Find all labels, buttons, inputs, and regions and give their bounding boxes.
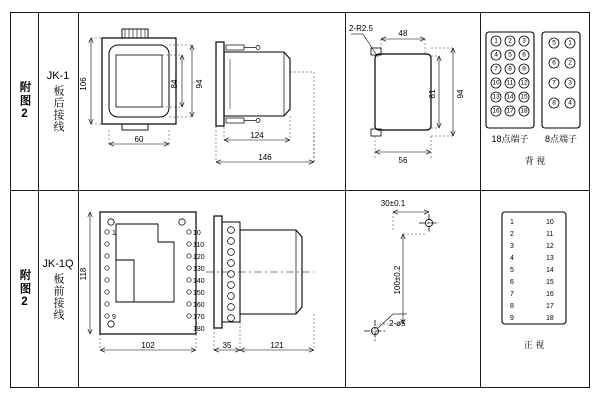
svg-text:7: 7 (510, 291, 514, 298)
dim-48: 48 (398, 29, 408, 38)
svg-text:140: 140 (193, 278, 205, 285)
svg-text:14: 14 (506, 93, 514, 101)
svg-text:3: 3 (568, 79, 572, 87)
model-desc-row1: 板后接线 (52, 85, 64, 133)
svg-text:9: 9 (522, 65, 526, 73)
svg-text:4: 4 (494, 51, 498, 59)
dim-100tol: 100±0.2 (393, 265, 402, 295)
dim-35: 35 (222, 341, 232, 350)
svg-text:17: 17 (506, 107, 514, 115)
dim-118: 118 (79, 267, 88, 281)
svg-text:150: 150 (193, 290, 205, 297)
svg-text:3: 3 (522, 37, 526, 45)
svg-text:15: 15 (546, 279, 554, 286)
svg-text:8: 8 (510, 303, 514, 310)
svg-text:12: 12 (546, 243, 554, 250)
figure-label-row2 (10, 190, 38, 388)
terminal-group-18 (491, 36, 529, 116)
dim-106: 106 (79, 77, 88, 91)
dim-94b: 94 (456, 89, 465, 99)
dim-60: 60 (134, 135, 144, 144)
svg-text:4: 4 (568, 99, 572, 107)
svg-text:110: 110 (193, 242, 205, 249)
svg-text:4: 4 (510, 255, 514, 262)
terminal-group-8 (549, 38, 575, 108)
dim-56: 56 (398, 156, 408, 165)
svg-text:1: 1 (510, 219, 514, 226)
svg-text:2: 2 (568, 59, 572, 67)
svg-text:14: 14 (546, 267, 554, 274)
dim-121: 121 (270, 341, 284, 350)
row1-terminal-layout (480, 12, 590, 190)
svg-text:1: 1 (568, 39, 572, 47)
dim-124: 124 (250, 131, 264, 140)
caption-8-terminal: 8点端子 (544, 134, 578, 144)
svg-text:6: 6 (510, 279, 514, 286)
svg-text:2: 2 (508, 37, 512, 45)
svg-text:7: 7 (494, 65, 498, 73)
row2-panel-cutout (345, 190, 480, 388)
svg-text:10: 10 (193, 230, 201, 237)
svg-text:180: 180 (193, 326, 205, 333)
svg-text:13: 13 (492, 93, 500, 101)
row2-outline-drawing (78, 190, 345, 388)
caption-rear-view: 背 视 (524, 156, 546, 166)
svg-text:5: 5 (552, 39, 556, 47)
svg-text:12: 12 (520, 79, 528, 87)
model-cell-row1 (38, 12, 78, 190)
svg-text:15: 15 (520, 93, 528, 101)
svg-text:160: 160 (193, 302, 205, 309)
svg-text:11: 11 (546, 231, 554, 238)
svg-text:13: 13 (546, 255, 554, 262)
svg-text:11: 11 (506, 79, 514, 87)
svg-text:130: 130 (193, 266, 205, 273)
svg-text:9: 9 (510, 315, 514, 322)
dim-146: 146 (258, 153, 272, 162)
svg-text:18: 18 (546, 315, 554, 322)
model-desc-row2: 板前接线 (52, 273, 64, 321)
dim-2phi5: 2-ø5 (389, 319, 406, 328)
svg-text:170: 170 (193, 314, 205, 321)
figure-label-row1-text: 附图2 (18, 80, 31, 122)
model-name-row2: JK-1Q (42, 258, 74, 270)
model-name-row1: JK-1 (46, 70, 70, 82)
svg-text:6: 6 (552, 59, 556, 67)
svg-text:5: 5 (508, 51, 512, 59)
svg-text:18: 18 (520, 107, 528, 115)
svg-text:8: 8 (552, 99, 556, 107)
svg-text:5: 5 (510, 267, 514, 274)
svg-text:120: 120 (193, 254, 205, 261)
caption-18-terminal: 18点端子 (491, 134, 529, 144)
svg-text:6: 6 (522, 51, 526, 59)
figure-label-row1 (10, 12, 38, 190)
svg-text:17: 17 (546, 303, 554, 310)
svg-text:7: 7 (552, 79, 556, 87)
dim-81: 81 (428, 89, 437, 99)
fv-num-1: 1 (112, 230, 116, 237)
row1-panel-cutout (345, 12, 480, 190)
svg-text:2: 2 (510, 231, 514, 238)
dim-102: 102 (141, 341, 155, 350)
svg-text:10: 10 (492, 79, 500, 87)
svg-text:3: 3 (510, 243, 514, 250)
dim-84: 84 (170, 79, 179, 89)
svg-text:10: 10 (546, 219, 554, 226)
row1-outline-drawing (78, 12, 345, 190)
svg-text:16: 16 (546, 291, 554, 298)
svg-text:1: 1 (494, 37, 498, 45)
dim-94: 94 (195, 79, 204, 89)
figure-label-row2-text: 附图2 (18, 268, 31, 310)
svg-text:8: 8 (508, 65, 512, 73)
dim-30tol: 30±0.1 (380, 199, 406, 208)
model-cell-row2 (38, 190, 78, 388)
row2-terminal-layout (480, 190, 590, 388)
dim-2R25: 2-R2.5 (348, 24, 374, 33)
caption-front-view: 正 视 (523, 340, 545, 350)
svg-text:16: 16 (492, 107, 500, 115)
fv-num-9: 9 (112, 314, 116, 321)
